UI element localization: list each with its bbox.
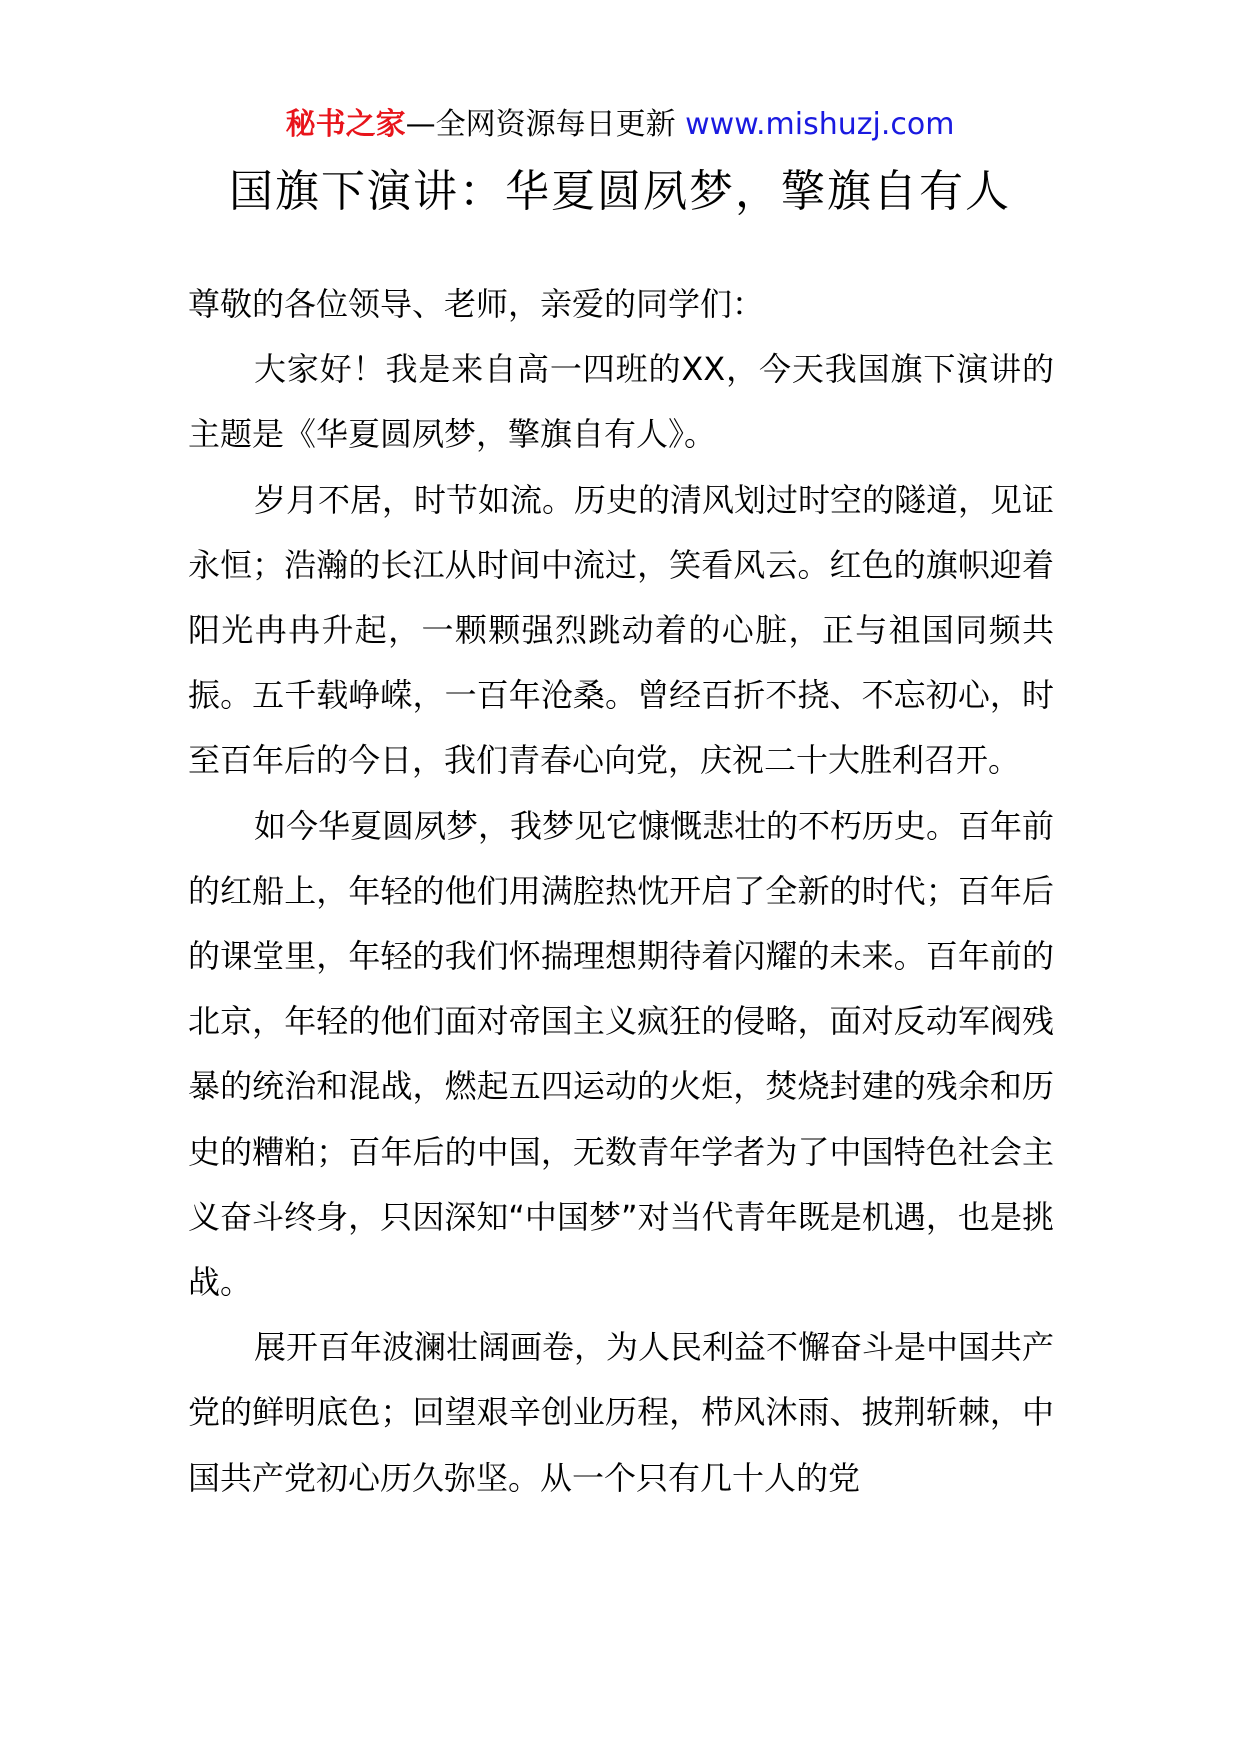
salutation: 尊敬的各位领导、老师，亲爱的同学们： <box>188 285 765 323</box>
paragraph: 展开百年波澜壮阔画卷，为人民利益不懈奋斗是中国共产党的鲜明底色；回望艰辛创业历程，栉风沐雨、披荆斩棘，中国共产党初心历久弥坚。从一个只有几十人的党 <box>188 1328 1055 1497</box>
site-url-link[interactable]: www.mishuzj.com <box>685 107 955 142</box>
document-body <box>188 272 1054 1511</box>
paragraph: 大家好！我是来自高一四班的XX，今天我国旗下演讲的主题是《华夏圆夙梦，擎旗自有人》。 <box>188 350 1054 454</box>
site-header <box>0 103 1240 147</box>
header-tagline: —全网资源每日更新 <box>405 107 686 142</box>
paragraph: 岁月不居，时节如流。历史的清风划过时空的隧道，见证永恒；浩瀚的长江从时间中流过，笑看风云。红色的旗帜迎着阳光冉冉升起，一颗颗强烈跳动着的心脏，正与祖国同频共振。五千载峥嵘，一百年沧桑。曾经百折不挠、不忘初心，时至百年后的今日，我们青春心向党，庆祝二十大胜利召开。 <box>188 480 1055 780</box>
brand-name: 秘书之家 <box>285 107 406 142</box>
document-title: 国旗下演讲：华夏圆夙梦，擎旗自有人 <box>229 166 1011 217</box>
paragraph: 如今华夏圆夙梦，我梦见它慷慨悲壮的不朽历史。百年前的红船上，年轻的他们用满腔热忱开启了全新的时代；百年后的课堂里，年轻的我们怀揣理想期待着闪耀的未来。百年前的北京，年轻的他们面对帝国主义疯狂的侵略，面对反动军阀残暴的统治和混战，燃起五四运动的火炬，焚烧封建的残余和历史的糟粕；百年后的中国，无数青年学者为了中国特色社会主义奋斗终身，只因深知“中国梦”对当代青年既是机遇，也是挑战。 <box>188 806 1055 1302</box>
